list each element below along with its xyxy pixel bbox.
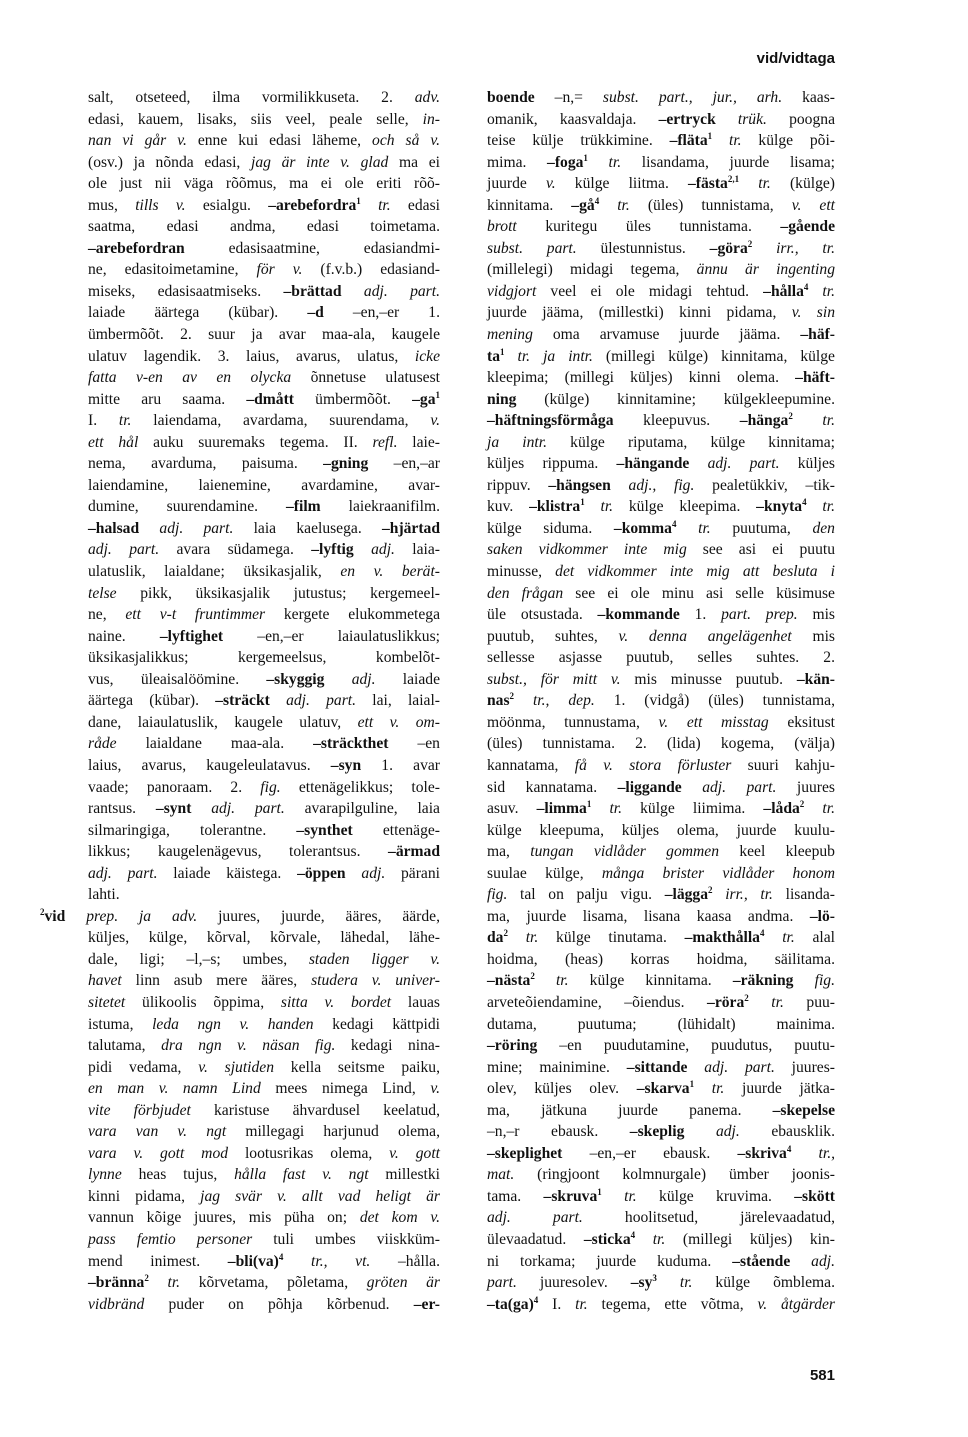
homonym-superscript: 4 (803, 281, 809, 292)
text-line: –röring –en puudutamine, puudutus, puutu- (487, 1037, 835, 1055)
text-line: teise külje trükkimine. –fläta$^1$ tr. külge põi- (487, 131, 835, 150)
text-line: möönma, tunnustama, v. ett misstag eksitust (487, 713, 835, 731)
page-number: 581 (809, 1367, 835, 1384)
left-text-column (40, 87, 441, 1315)
text-line: adj. part. avara südamega. –lyftig adj. laia- (88, 541, 440, 559)
text-line: adj. part. hoolitsetud, järelevaadatud, (487, 1209, 835, 1227)
text-line: asuv. –limma$^1$ tr. külge liimima. –låda$^2$ tr. (487, 799, 835, 818)
text-line: mine; mainimine. –sittande adj. part. juures- (487, 1058, 835, 1076)
homonym-superscript: 4 (802, 497, 807, 508)
text-line: istuma, leda ngn v. handen kedagi kättpidi (88, 1015, 440, 1033)
homonym-superscript: 2 (747, 238, 753, 249)
text-line: –arebefordran edasisaatmine, edasiandmi- (88, 239, 440, 257)
text-line: brott kuritegu üles tunnistama. –gående (487, 218, 835, 236)
text-line: –n,–r ebausk. –skeplig adj. ebausklik. (487, 1123, 835, 1141)
text-line: rantsus. –synt adj. part. avarapilguline, laia (88, 800, 440, 818)
homonym-superscript: 1 (586, 799, 592, 810)
text-line: dutama, puutuma; (lühidalt) mainima. (487, 1015, 835, 1033)
text-line: vite förbjudet karistuse ähvardusel keelatud, (88, 1101, 440, 1119)
homonym-superscript: 1 (583, 152, 588, 163)
text-line: edasi, kauem, lisaks, siis veel, peale selle, in- (88, 110, 440, 128)
homonym-superscript: 4 (533, 1294, 539, 1305)
text-line: saatma, edasi andma, edasi toimetama. (88, 218, 440, 236)
text-line: likkus; kaugelenägevus, tolerantsus. –ärmad (88, 843, 440, 861)
text-line: sid kannatama. –liggande adj. part. juures (487, 778, 835, 796)
running-head: vid/vidtaga (756, 50, 835, 67)
homonym-superscript: 1 (435, 389, 441, 400)
text-line: puutub, suhtes, v. denna angelägenhet mis (487, 627, 835, 645)
text-line: mima. –foga$^1$ tr. lisandama, juurde lisama; (487, 152, 835, 171)
text-line: $da^2$ tr. külge tinutama. –makthålla$^4$ tr. alal (487, 928, 836, 947)
homonym-superscript: 1 (597, 1186, 602, 1197)
text-line: ulatuv lagendik. 3. laius, avarus, ulatus, icke (88, 347, 440, 365)
text-line: ni torkama; juurde kuduma. –stående adj. (487, 1252, 835, 1270)
text-line: lynne heas tujus, hålla fast v. ngt millestki (88, 1166, 440, 1184)
text-line: –skeplighet –en,–er ebausk. –skriva$^4$ tr., (487, 1143, 835, 1162)
text-line: nas$^2$ tr., dep. 1. (vidgå) (üles) tunnistama, (487, 691, 836, 710)
homonym-superscript: 2,1 (727, 174, 740, 185)
text-line: laiade äärtega (kübar). –d –en,–er 1. (88, 304, 441, 322)
text-line: subst. part. ülestunnistus. –göra$^2$ irr., tr. (487, 238, 835, 257)
text-line: ne, edasitoimetamine, för v. (f.v.b.) edasiand- (88, 261, 440, 279)
text-line: ett hål auku suuremaks tegema. II. refl. laie- (88, 433, 440, 451)
text-line: (üles) tunnistama. 2. (lida) kogema, (välja) (487, 735, 835, 753)
homonym-superscript: 1 (689, 1079, 695, 1090)
homonym-superscript: 4 (671, 518, 677, 529)
text-line: küljes, külge, kõrval, kõrvale, lähedal, lähe- (88, 929, 440, 947)
text-line: kleepima; (millegi küljes) kinni olema. –häft- (487, 369, 835, 387)
text-line: talutama, dra ngn v. näsan fig. kedagi nina- (88, 1037, 441, 1055)
text-line: arveteõiendamine, –õiendus. –röra$^2$ tr. puu- (487, 992, 835, 1011)
text-line: kinnitama. $-gå^4$ tr. (üles) tunnistama, v. ett (487, 195, 835, 214)
text-line: fig. tal on palju vigu. –lägga$^2$ irr., tr. lisanda- (487, 885, 835, 904)
text-line: ma, tungan vidlåder gommen keel kleepub (487, 843, 835, 861)
text-line: ulatuslik, laialdane; üksikasjalik, en v. berät- (88, 563, 440, 581)
text-line: ning (külge) kinnitamine; külgekleepumine. (487, 390, 835, 408)
text-line: sellesse asjasse puutub, selles suhtes. 2. (487, 649, 835, 667)
text-line: üksikasjalikkus; kergemeelsus, kombelõt- (88, 649, 440, 667)
homonym-superscript: 4 (630, 1229, 636, 1240)
homonym-superscript: 2 (708, 885, 713, 896)
homonym-superscript: 4 (759, 928, 765, 939)
text-line: ümbermõõt. 2. suur ja avar maa-ala, kaugele (88, 326, 440, 344)
homonym-superscript: 3 (652, 1273, 657, 1284)
text-line: kannatama, få v. stora förluster suuri kahju- (487, 756, 835, 774)
text-line: juurde v. külge liitma. –fästa$^{2,1}$ tr. (külge) (487, 174, 835, 193)
text-line: laiendamine, laienemine, avardamine, avar- (88, 476, 440, 494)
text-line: olev, küljes olev. –skarva$^1$ tr. juurde jätka- (487, 1079, 835, 1098)
text-line: $ta^1$ tr. ja intr. (millegi külge) kinnitama, külge (487, 346, 835, 365)
homonym-superscript: 4 (278, 1251, 284, 1262)
text-line: en man v. namn Lind mees nimega Lind, v. (88, 1080, 440, 1098)
text-line: kinni pidama, jag svär v. allt vad heligt är (88, 1187, 440, 1205)
text-line: mus, tills v. esialgu. –arebefordra$^1$ tr. edasi (88, 195, 440, 214)
text-line: ja intr. külge riputama, külge kinnitama; (487, 433, 835, 451)
text-line: I. tr. laiendama, avardama, suurendama, v. (88, 412, 440, 430)
text-line: nan vi går v. enne kui edasi läheme, och så v. (88, 132, 441, 150)
homonym-superscript: 1 (356, 195, 361, 206)
text-line: lahti. (88, 886, 120, 904)
homonym-superscript: 4 (786, 1143, 792, 1154)
homonym-superscript: 2 (799, 799, 805, 810)
text-line: suulae külge, många brister vidlåder honom (487, 864, 835, 882)
homonym-superscript: 2 (744, 992, 749, 1003)
text-line: mat. (ringjoont kolmnurgale) ümber joonis- (487, 1166, 835, 1184)
homonym-superscript: 2 (788, 411, 793, 422)
text-line: boende –n,= subst. part., jur., arh. kaas- (487, 89, 835, 106)
text-line: –häftningsförmåga kleepuvus. –hänga$^2$ tr. (487, 411, 835, 430)
text-line: äärtega (kübar). –sträckt adj. part. lai, laial- (88, 692, 440, 710)
text-line: ma, juurde lisama, lisana kaasa andma. –lö- (487, 907, 835, 925)
text-line: külge siduma. –komma$^4$ tr. puutuma, den (487, 518, 835, 537)
text-line: mening oma arvamuse juurde jääma. –häf- (487, 326, 835, 344)
text-line: $^2$vid prep. ja adv. juures, juurde, ääres, äärde, (40, 906, 440, 925)
text-line: vara v. gott mod lootusrikas olema, v. gott (88, 1144, 440, 1162)
text-line: rippuv. –hängsen adj., fig. pealetükkiv, –tik- (487, 476, 835, 494)
text-line: küljes rippuma. –hängande adj. part. küljes (487, 455, 835, 473)
text-line: den frågan see ei ole minu asi selle küsimuse (487, 584, 835, 602)
text-line: tama. –skruva$^1$ tr. külge kruvima. –skött (487, 1186, 835, 1205)
homonym-superscript: 2 (144, 1273, 149, 1284)
homonym-superscript: 2 (503, 928, 508, 939)
text-line: dale, ligi; –l,–s; umbes, staden ligger v. (88, 950, 440, 968)
text-line: naine. –lyftighet –en,–er laiaulatuslikkus; (88, 627, 440, 645)
text-line: mend inimest. –bli(va)$^4$ tr., vt. –hålla. (88, 1251, 440, 1270)
text-line: vannun kõige juures, mis püha on; det kom v. (88, 1209, 440, 1227)
right-text-column (487, 87, 835, 1315)
homonym-superscript: 1 (707, 131, 713, 142)
text-line: –halsad adj. part. laia kaelusega. –hjärtad (88, 519, 441, 537)
text-line: ne, ett v-t fruntimmer kergete elukommetega (88, 606, 440, 624)
text-line: ülevaadatud. –sticka$^4$ tr. (millegi küljes) kin- (487, 1229, 835, 1248)
text-line: vus, üleaisalöömine. –skyggig adj. laiade (88, 670, 441, 688)
text-line: vidgjort veel ei ole midagi tehtud. –hålla$^4$ tr. (487, 281, 835, 300)
text-line: hoidma, (heas) korras hoidma, säilitama. (487, 950, 835, 968)
homonym-superscript: 2 (509, 691, 515, 702)
text-line: pidi vedama, v. sjutiden kella seitsme paiku, (88, 1058, 440, 1076)
text-line: nema, avarduma, paisuma. –gning –en,–ar (88, 455, 440, 473)
text-line: vara van v. ngt millegagi harjunud olema, (88, 1123, 440, 1141)
homonym-superscript: 2 (530, 971, 535, 982)
text-line: subst., för mitt v. mis minusse puutub. –kän- (487, 670, 835, 688)
text-line: –ta(ga)$^4$ I. tr. tegema, ette võtma, v. åtgärder (487, 1294, 835, 1313)
text-line: juurde jääma, (millestki) kinni pidama, v. sin (487, 304, 835, 322)
text-line: havet linn asub mere ääres, studera v. univer- (88, 972, 440, 990)
text-line: saken vidkommer inte mig see asi ei puutu (487, 541, 835, 559)
text-line: salt, otseteed, ilma vormilikkuseta. 2. adv. (88, 89, 440, 106)
text-line: fatta v-en av en olycka õnnetuse ulatusest (88, 369, 440, 387)
text-line: miseks, edasisaatmiseks. –brättad adj. part. (88, 282, 440, 300)
text-line: råde laialdane maa-ala. –sträckthet –en (88, 735, 440, 753)
text-line: vidbränd puder on põhja kõrbenud. –er- (88, 1295, 440, 1313)
homonym-superscript: 1 (580, 497, 585, 508)
text-line: ma, jätkuna juurde panema. –skepelse (487, 1101, 835, 1119)
text-line: külge kleepuma, küljes olema, juurde kuulu- (487, 821, 835, 839)
text-line: üle otsustada. –kommande 1. part. prep. mis (487, 606, 835, 624)
text-line: mitte aru saama. –dmått ümbermõõt. $-ga^1$ (88, 389, 441, 408)
text-line: sitetet ülikoolis õppima, sitta v. bordet lauas (88, 993, 440, 1011)
text-line: dane, laiaulatuslik, kaugele ulatuv, ett v. om- (88, 713, 440, 731)
homonym-superscript: 2 (40, 906, 45, 917)
text-line: adj. part. laiade käistega. –öppen adj. pärani (88, 864, 440, 882)
text-line: –bränna$^2$ tr. kõrvetama, põletama, gröten är (88, 1273, 441, 1292)
homonym-superscript: 4 (594, 195, 600, 206)
text-line: part. juuresolev. $-sy^3$ tr. külge õmblema. (487, 1273, 835, 1292)
text-line: (millelegi) midagi tegema, ännu är ingenting (487, 261, 835, 279)
homonym-superscript: 1 (500, 346, 505, 357)
text-line: vaade; panoraam. 2. fig. ettenägelikkus; tole- (88, 778, 440, 796)
text-line: laius, avarus, kaugeleulatavus. –syn 1. avar (88, 756, 440, 774)
text-line: silmaringiga, tolerantne. –synthet ettenäge- (88, 821, 440, 839)
text-line: –nästa$^2$ tr. külge kinnitama. –räkning fig. (487, 971, 835, 990)
text-line: dumine, suurendamine. –film laiekraanifilm. (88, 498, 440, 516)
text-line: telse pikk, üksikasjalik jutustus; kergemeel- (88, 584, 440, 602)
text-line: minusse, det vidkommer inte mig att besluta i (487, 563, 835, 581)
text-line: omanik, kaasvaldaja. –ertryck trük. poogna (487, 110, 835, 128)
text-line: kuv. –klistra$^1$ tr. külge kleepima. –knyta$^4$ tr. (487, 497, 835, 516)
text-line: ole just nii väga rõõmus, ma ei ole eriti rõõ- (88, 175, 440, 193)
text-line: pass femtio personer tuli umbes viiskküm- (88, 1230, 440, 1248)
text-line: (osv.) ja nõnda edasi, jag är inte v. glad ma ei (88, 153, 440, 171)
